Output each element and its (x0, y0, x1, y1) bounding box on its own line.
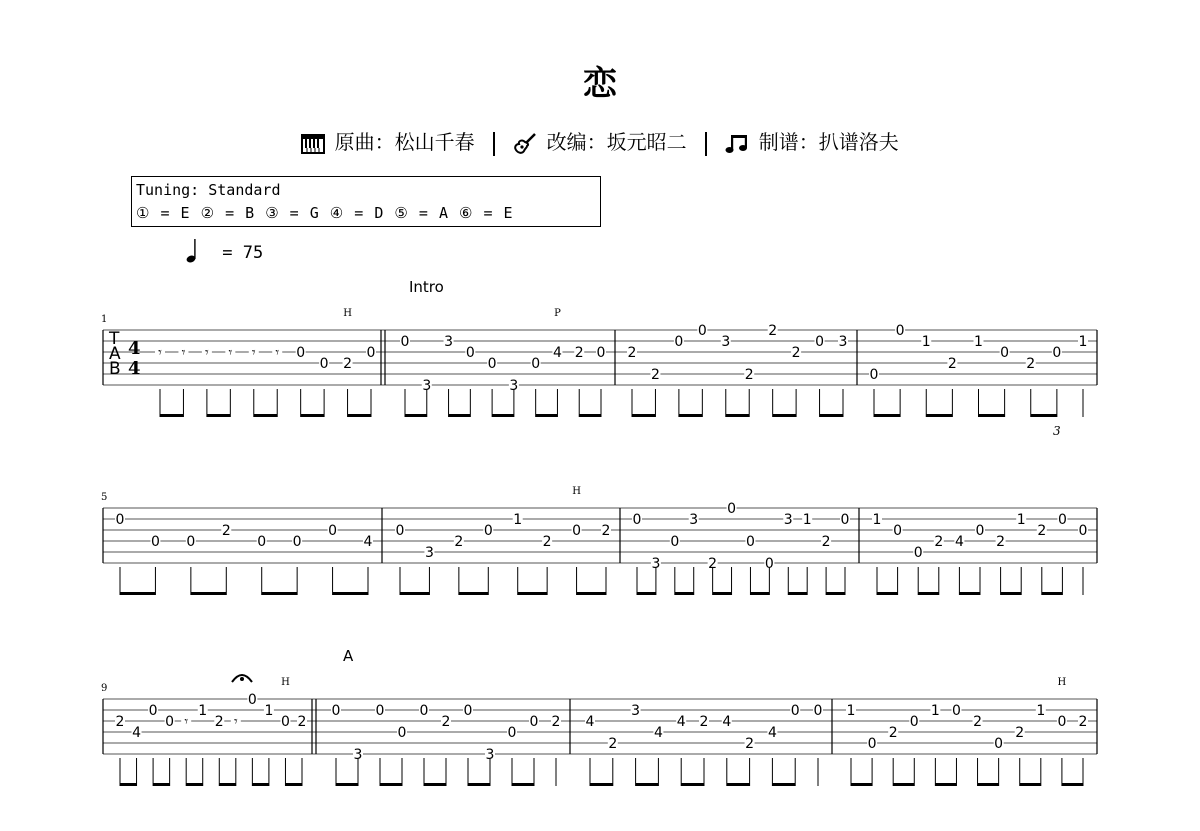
fret-number: 4 (954, 534, 964, 550)
measure-number: 1 (101, 314, 108, 325)
fret-number: 0 (115, 512, 125, 528)
fret-number: 0 (1078, 523, 1088, 539)
note-beam (492, 414, 514, 417)
fret-number: 0 (148, 703, 158, 719)
tempo-value: = 75 (222, 243, 264, 263)
time-signature-bottom: 4 (128, 358, 141, 379)
fret-number: 0 (465, 345, 475, 361)
note-beam (675, 592, 694, 595)
tuning-strings: ① = E ② = B ③ = G ④ = D ⑤ = A ⑥ = E (136, 204, 513, 222)
note-beam (788, 592, 807, 595)
note-beam (877, 592, 898, 595)
fret-number: 0 (697, 323, 707, 339)
note-beam (773, 414, 796, 417)
fret-number: 0 (397, 725, 407, 741)
note-beam (590, 783, 613, 786)
fret-number: 2 (934, 534, 944, 550)
note-beam (262, 592, 297, 595)
note-beam (1062, 783, 1083, 786)
song-title: 恋 (583, 64, 617, 104)
note-beam (153, 783, 170, 786)
note-beam (727, 783, 750, 786)
note-beam (252, 783, 269, 786)
fret-number: 2 (888, 725, 898, 741)
fret-number: 3 (485, 747, 495, 763)
fret-number: 2 (1015, 725, 1025, 741)
fret-number: 2 (441, 714, 451, 730)
note-beam (1020, 783, 1041, 786)
fret-number: 0 (463, 703, 473, 719)
fret-number: 1 (1036, 703, 1046, 719)
fret-number: 3 (422, 378, 432, 394)
fret-number: 2 (115, 714, 125, 730)
fret-number: 0 (292, 534, 302, 550)
fret-number: 2 (297, 714, 307, 730)
note-beam (959, 592, 980, 595)
fret-number: 1 (1078, 334, 1088, 350)
fret-number: 0 (913, 545, 923, 561)
fret-number: 0 (165, 714, 175, 730)
fret-number: 2 (947, 356, 957, 372)
tab-clef-letter: B (109, 359, 121, 379)
fret-number: 1 (198, 703, 208, 719)
fret-number: 0 (1000, 345, 1010, 361)
note-beam (820, 414, 843, 417)
fret-number: 0 (1057, 714, 1067, 730)
note-beam (713, 592, 732, 595)
fret-number: 0 (727, 501, 737, 517)
original-credit: 原曲：松山千春 (334, 130, 475, 154)
fret-number: 2 (542, 534, 552, 550)
fret-number: 1 (1016, 512, 1026, 528)
fret-number: 2 (551, 714, 561, 730)
fret-number: 0 (507, 725, 517, 741)
note-beam (405, 414, 427, 417)
fret-number: 0 (150, 534, 160, 550)
fret-number: 0 (375, 703, 385, 719)
tab-clef-letter: A (109, 344, 121, 364)
fret-number: 2 (608, 736, 618, 752)
fret-number: 1 (802, 512, 812, 528)
fret-number: 0 (280, 714, 290, 730)
eighth-rest: 𝄾 (275, 345, 280, 361)
measure-number: 5 (101, 492, 108, 503)
note-beam (681, 783, 704, 786)
fret-number: 0 (895, 323, 905, 339)
fret-number: 0 (893, 523, 903, 539)
note-beam (918, 592, 939, 595)
fret-number: 4 (767, 725, 777, 741)
fret-number: 0 (400, 334, 410, 350)
technique-mark: P (554, 308, 561, 319)
fret-number: 2 (791, 345, 801, 361)
note-beam (285, 783, 302, 786)
note-beam (926, 414, 952, 417)
fret-number: 0 (1052, 345, 1062, 361)
fret-number: 0 (395, 523, 405, 539)
arranger-credit: 改编：坂元昭二 (546, 130, 687, 154)
fret-number: 0 (531, 356, 541, 372)
fret-number: 1 (930, 703, 940, 719)
fret-number: 0 (909, 714, 919, 730)
fret-number: 0 (840, 512, 850, 528)
tab-clef-letter: T (109, 329, 120, 349)
fret-number: 0 (319, 356, 329, 372)
note-beam (893, 783, 914, 786)
fret-number: 1 (872, 512, 882, 528)
note-beam (826, 592, 845, 595)
technique-mark: H (343, 308, 352, 319)
note-beam (120, 783, 137, 786)
eighth-rest: 𝄾 (228, 345, 233, 361)
eighth-rest: 𝄾 (205, 345, 209, 361)
note-beam (851, 783, 872, 786)
fret-number: 0 (296, 345, 306, 361)
fret-number: 2 (745, 736, 755, 752)
fermata-dot (240, 677, 244, 681)
fret-number: 0 (670, 534, 680, 550)
section-label: A (343, 647, 354, 665)
fret-number: 0 (815, 334, 825, 350)
note-beam (979, 414, 1005, 417)
eighth-rest: 𝄾 (181, 345, 186, 361)
fret-number: 4 (676, 714, 686, 730)
fret-number: 1 (974, 334, 983, 350)
eighth-rest: 𝄾 (233, 714, 238, 730)
fret-number: 2 (973, 714, 983, 730)
fret-number: 2 (627, 345, 637, 361)
note-beam (301, 414, 324, 417)
note-beam (772, 783, 795, 786)
note-beam (637, 592, 656, 595)
note-beam (380, 783, 402, 786)
note-beam (726, 414, 749, 417)
note-beam (632, 414, 655, 417)
fret-number: 0 (247, 692, 257, 708)
note-beam (935, 783, 956, 786)
fret-number: 2 (1078, 714, 1088, 730)
technique-mark: H (572, 486, 581, 497)
fret-number: 0 (366, 345, 376, 361)
fret-number: 2 (1026, 356, 1036, 372)
fret-number: 0 (257, 534, 267, 550)
fret-number: 3 (424, 545, 434, 561)
fret-number: 2 (650, 367, 660, 383)
note-beam (679, 414, 702, 417)
note-beam (468, 783, 490, 786)
fret-number: 2 (601, 523, 611, 539)
tuning-label: Tuning: Standard (136, 181, 281, 199)
fret-number: 2 (699, 714, 709, 730)
note-beam (1042, 592, 1063, 595)
note-beam (424, 783, 446, 786)
fret-number: 3 (444, 334, 454, 350)
eighth-rest: 𝄾 (251, 345, 256, 361)
fret-number: 2 (1037, 523, 1047, 539)
fret-number: 4 (653, 725, 663, 741)
fret-number: 0 (419, 703, 429, 719)
fret-number: 0 (331, 703, 341, 719)
technique-mark: H (1057, 677, 1067, 688)
note-beam (750, 592, 769, 595)
note-beam (186, 783, 203, 786)
note-beam (512, 783, 534, 786)
fret-number: 2 (574, 345, 584, 361)
fret-number: 0 (745, 534, 755, 550)
note-beam (160, 414, 183, 417)
fret-number: 3 (651, 556, 661, 572)
fret-number: 2 (768, 323, 778, 339)
time-signature-top: 4 (128, 338, 141, 359)
note-beam (978, 783, 999, 786)
note-beam (348, 414, 371, 417)
note-beam (536, 414, 558, 417)
fret-number: 0 (975, 523, 985, 539)
fret-number: 2 (454, 534, 464, 550)
fret-number: 2 (744, 367, 754, 383)
note-beam (579, 414, 601, 417)
fret-number: 0 (1057, 512, 1067, 528)
fret-number: 3 (721, 334, 731, 350)
fret-number: 4 (363, 534, 373, 550)
fret-number: 1 (264, 703, 274, 719)
note-beam (577, 592, 606, 595)
fret-number: 2 (214, 714, 224, 730)
fret-number: 3 (783, 512, 793, 528)
fret-number: 2 (708, 556, 718, 572)
fret-number: 0 (994, 736, 1004, 752)
fret-number: 0 (596, 345, 606, 361)
fret-number: 0 (790, 703, 800, 719)
note-beam (1001, 592, 1022, 595)
note-beam (333, 592, 368, 595)
eighth-rest: 𝄾 (184, 714, 189, 730)
fret-number: 2 (996, 534, 1006, 550)
fret-number: 4 (722, 714, 732, 730)
fret-number: 0 (813, 703, 823, 719)
measure-number: 9 (101, 683, 108, 694)
note-beam (400, 592, 429, 595)
fret-number: 1 (921, 334, 931, 350)
fret-number: 0 (487, 356, 497, 372)
fret-number: 0 (867, 736, 877, 752)
fret-number: 3 (353, 747, 363, 763)
fret-number: 0 (951, 703, 961, 719)
fret-number: 3 (631, 703, 641, 719)
fret-number: 4 (552, 345, 562, 361)
fret-number: 0 (572, 523, 582, 539)
fret-number: 1 (513, 512, 523, 528)
note-beam (207, 414, 230, 417)
note-beam (219, 783, 236, 786)
note-beam (518, 592, 547, 595)
fret-number: 0 (186, 534, 196, 550)
transcriber-credit: 制谱：扒谱洛夫 (758, 130, 899, 154)
note-beam (120, 592, 155, 595)
fret-number: 4 (585, 714, 595, 730)
note-beam (336, 783, 358, 786)
fret-number: 2 (221, 523, 231, 539)
technique-mark: H (281, 677, 290, 688)
fret-number: 0 (869, 367, 879, 383)
section-label: Intro (409, 278, 444, 296)
fret-number: 2 (343, 356, 353, 372)
fret-number: 3 (689, 512, 699, 528)
triplet-mark: 3 (1053, 424, 1061, 438)
note-beam (636, 783, 659, 786)
fret-number: 0 (529, 714, 539, 730)
fret-number: 3 (509, 378, 519, 394)
eighth-rest: 𝄾 (158, 345, 162, 361)
note-beam (459, 592, 488, 595)
note-beam (191, 592, 226, 595)
fret-number: 1 (846, 703, 856, 719)
fret-number: 0 (764, 556, 774, 572)
note-beam (1031, 414, 1057, 417)
fret-number: 0 (328, 523, 338, 539)
note-beam (254, 414, 277, 417)
fret-number: 0 (483, 523, 493, 539)
fret-number: 0 (674, 334, 684, 350)
fret-number: 0 (632, 512, 642, 528)
fret-number: 2 (821, 534, 831, 550)
fret-number: 4 (132, 725, 142, 741)
note-beam (449, 414, 471, 417)
fret-number: 3 (838, 334, 848, 350)
note-beam (874, 414, 900, 417)
